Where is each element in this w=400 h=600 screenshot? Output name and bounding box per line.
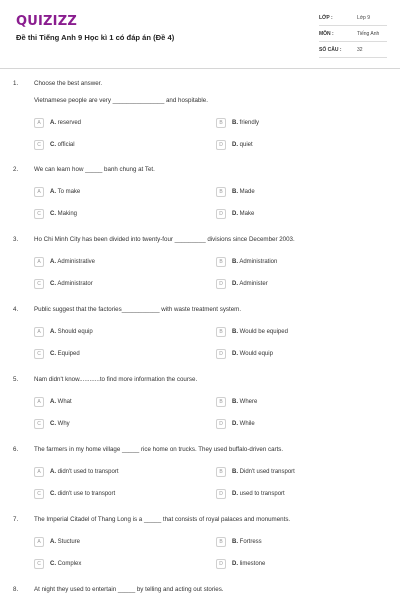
option-label: Administrative (57, 258, 96, 265)
question-text: The farmers in my home village _____ rice home on trucks. They used buffalo-driven carts. (34, 446, 284, 453)
meta-value: Tiếng Anh (357, 31, 380, 37)
option-box[interactable]: D (216, 419, 226, 429)
option-letter: D. (232, 141, 238, 148)
option-box[interactable]: B (216, 118, 226, 128)
option-box[interactable]: A (34, 397, 44, 407)
question-text: Choose the best answer. (34, 80, 103, 87)
option-label: What (57, 398, 72, 405)
option-box[interactable]: A (34, 537, 44, 547)
option-label: official (57, 141, 75, 148)
option-label: Administrator (57, 280, 93, 287)
option-box[interactable]: B (216, 467, 226, 477)
option-label: Equiped (57, 350, 80, 357)
option-label: Would be equiped (239, 328, 288, 335)
meta-row-grade (319, 12, 387, 26)
option-letter: D. (232, 420, 238, 427)
question-text: We can learn how _____ banh chung at Tet. (34, 166, 155, 173)
option-box[interactable]: C (34, 559, 44, 569)
option-label: Should equip (57, 328, 93, 335)
option-label: Administer (239, 280, 268, 287)
question-text: The Imperial Citadel of Thang Long is a _____ that consists of royal palaces and monuments. (34, 516, 291, 523)
question-number: 2. (13, 166, 19, 173)
option-letter: C. (50, 280, 56, 287)
option-letter: A. (50, 258, 56, 265)
question-text: Ho Chi Minh City has been divided into twenty-four _________ divisions since December 2003. (34, 236, 295, 243)
header-divider (0, 68, 400, 69)
meta-value: Lớp 9 (357, 15, 371, 21)
option-letter: B. (232, 398, 238, 405)
option-label: Fortress (239, 538, 262, 545)
option-box[interactable]: A (34, 257, 44, 267)
option-label: Stucture (57, 538, 81, 545)
option-box[interactable]: A (34, 187, 44, 197)
option-box[interactable]: C (34, 209, 44, 219)
question-number: 6. (13, 446, 19, 453)
question-number: 7. (13, 516, 19, 523)
option-box[interactable]: A (34, 467, 44, 477)
question-text: At night they used to entertain _____ by telling and acting out stories. (34, 586, 224, 593)
option-label: quiet (239, 141, 253, 148)
option-label: friendly (239, 119, 260, 126)
option-box[interactable]: B (216, 187, 226, 197)
option-letter: A. (50, 398, 56, 405)
option-box[interactable]: A (34, 118, 44, 128)
question-number: 8. (13, 586, 19, 593)
question-number: 1. (13, 80, 19, 87)
option-letter: C. (50, 350, 56, 357)
option-letter: B. (232, 258, 238, 265)
quizizz-logo: QUIZIZZ (16, 14, 77, 29)
option-letter: B. (232, 119, 238, 126)
option-box[interactable]: C (34, 489, 44, 499)
option-letter: A. (50, 538, 56, 545)
option-label: reserved (57, 119, 82, 126)
meta-info (319, 12, 387, 60)
option-letter: C. (50, 141, 56, 148)
option-label: used to transport (239, 490, 285, 497)
option-label: Would equip (239, 350, 273, 357)
option-label: While (239, 420, 255, 427)
meta-row-count (319, 44, 387, 58)
meta-label: LỚP : (319, 15, 333, 21)
meta-label: SỐ CÂU : (319, 47, 342, 53)
option-letter: B. (232, 328, 238, 335)
option-label: Where (239, 398, 258, 405)
option-box[interactable]: B (216, 257, 226, 267)
question-number: 4. (13, 306, 19, 313)
option-box[interactable]: B (216, 397, 226, 407)
option-letter: C. (50, 420, 56, 427)
option-letter: C. (50, 210, 56, 217)
option-box[interactable]: B (216, 327, 226, 337)
question-text: Public suggest that the factories___________ with waste treatment system. (34, 306, 242, 313)
option-letter: B. (232, 188, 238, 195)
option-box[interactable]: D (216, 489, 226, 499)
option-box[interactable]: C (34, 349, 44, 359)
meta-row-subject (319, 28, 387, 42)
option-label: To make (57, 188, 81, 195)
option-letter: B. (232, 538, 238, 545)
option-box[interactable]: D (216, 279, 226, 289)
option-letter: D. (232, 350, 238, 357)
option-letter: A. (50, 119, 56, 126)
option-label: limestone (239, 560, 266, 567)
option-label: Administration (239, 258, 278, 265)
option-letter: D. (232, 210, 238, 217)
option-letter: C. (50, 490, 56, 497)
option-letter: A. (50, 468, 56, 475)
option-label: Why (57, 420, 70, 427)
option-label: Make (239, 210, 255, 217)
question-text: Nam didn't know............to find more information the course. (34, 376, 198, 383)
option-label: Didn't used transport (239, 468, 295, 475)
option-box[interactable]: A (34, 327, 44, 337)
option-box[interactable]: D (216, 559, 226, 569)
option-box[interactable]: C (34, 279, 44, 289)
meta-value: 32 (357, 47, 363, 53)
option-letter: D. (232, 280, 238, 287)
option-letter: C. (50, 560, 56, 567)
option-box[interactable]: D (216, 140, 226, 150)
option-label: didn't use to transport (57, 490, 116, 497)
question-number: 5. (13, 376, 19, 383)
option-label: Made (239, 188, 255, 195)
option-box[interactable]: C (34, 140, 44, 150)
question-number: 3. (13, 236, 19, 243)
option-box[interactable]: C (34, 419, 44, 429)
option-letter: A. (50, 188, 56, 195)
meta-label: MÔN : (319, 31, 334, 37)
option-label: Complex (57, 560, 82, 567)
option-letter: A. (50, 328, 56, 335)
worksheet-header (0, 0, 400, 64)
option-box[interactable]: D (216, 349, 226, 359)
document-title: Đề thi Tiếng Anh 9 Học kì 1 có đáp án (Đề 4) (16, 33, 175, 42)
option-box[interactable]: D (216, 209, 226, 219)
option-letter: D. (232, 560, 238, 567)
option-letter: B. (232, 468, 238, 475)
option-label: didn't used to transport (57, 468, 119, 475)
option-letter: D. (232, 490, 238, 497)
question-text: Vietnamese people are very _______________ and hospitable. (34, 97, 208, 104)
option-box[interactable]: B (216, 537, 226, 547)
option-label: Making (57, 210, 78, 217)
